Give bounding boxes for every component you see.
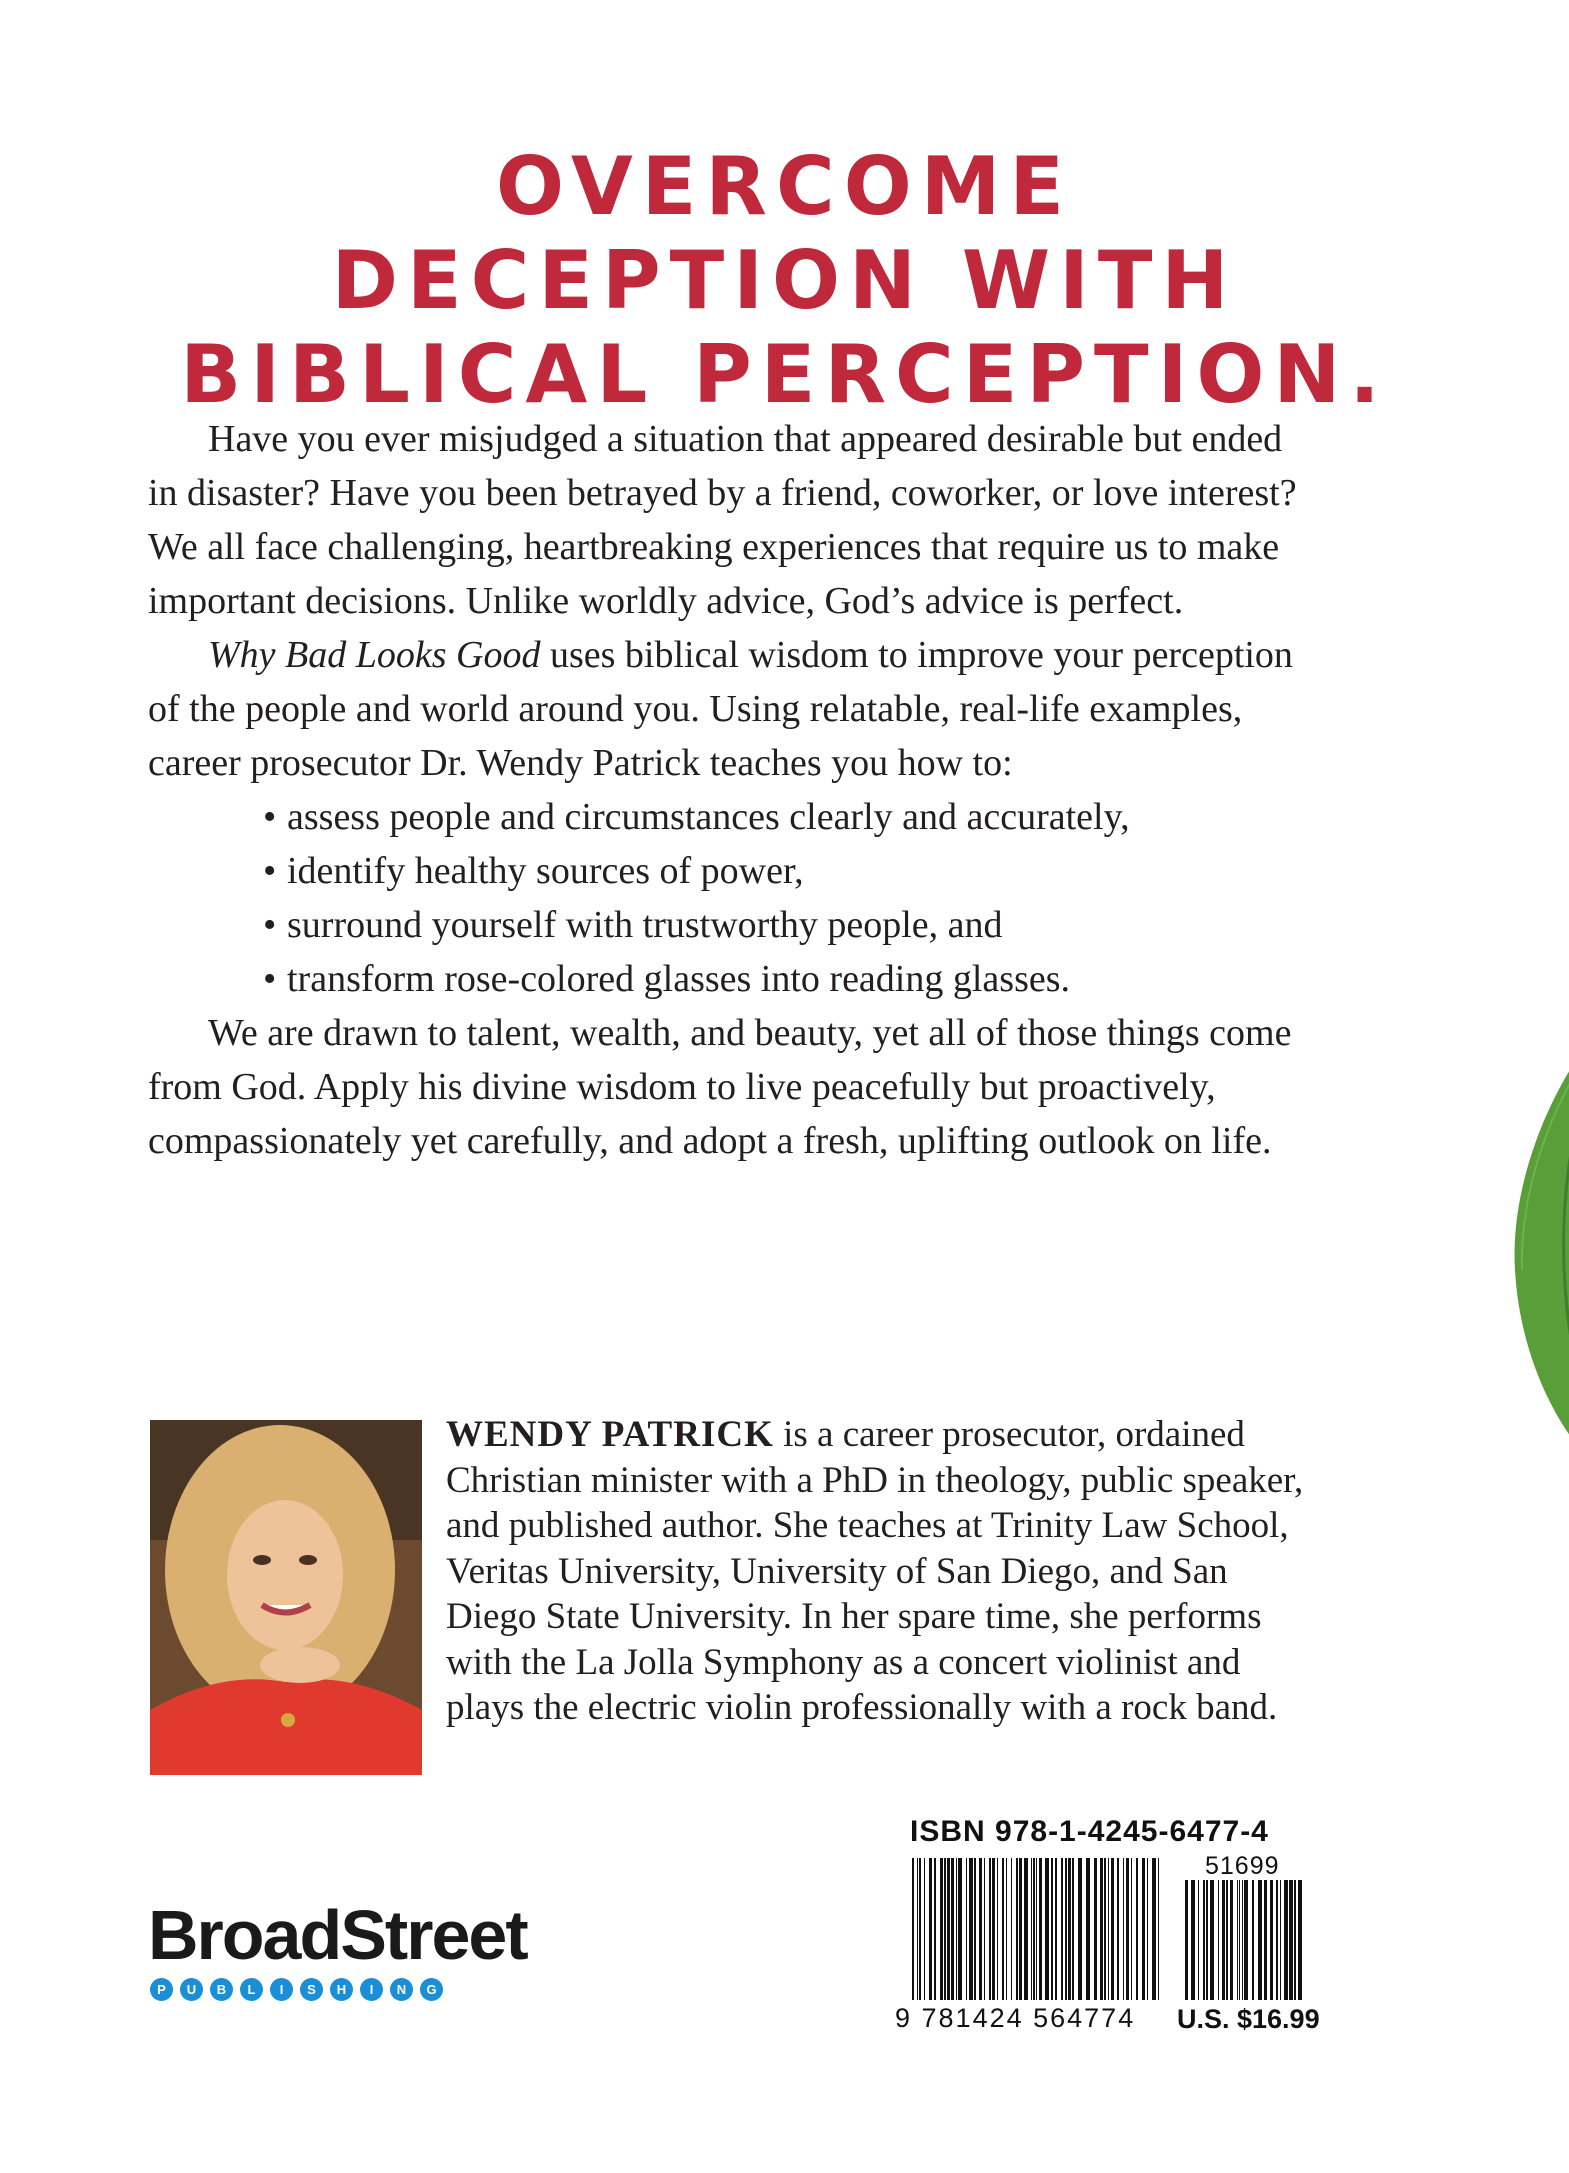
barcode-bar — [1072, 1858, 1074, 2000]
author-bio-text: is a career prosecutor, ordained Christian minister with a PhD in theology, public speaker, and published author. She teaches at Trinity Law School, Veritas University, University of San Diego, and San Diego State University. In her spare time, she performs with the La Jolla Symphony as a concert violinist and plays the electric violin professionally with a rock band. — [446, 1414, 1304, 1728]
barcode-bar — [1011, 1858, 1012, 2000]
barcode — [912, 1858, 1160, 2000]
list-item: • identify healthy sources of power, — [263, 850, 804, 892]
barcode-bar — [1258, 1880, 1262, 2000]
barcode-bar — [1117, 1858, 1119, 2000]
barcode-bar — [1108, 1858, 1109, 2000]
barcode-bar — [1094, 1858, 1097, 2000]
barcode-bar — [1036, 1858, 1037, 2000]
barcode-bar — [1280, 1880, 1281, 2000]
barcode-bar — [1019, 1858, 1022, 2000]
barcode-bar — [974, 1858, 976, 2000]
barcode-bar — [947, 1858, 950, 2000]
barcode-bar — [992, 1858, 995, 2000]
list-item: • transform rose-colored glasses into reading glasses. — [263, 958, 1071, 1000]
barcode-bar — [951, 1858, 954, 2000]
barcode-bar — [1270, 1880, 1273, 2000]
list-item: • assess people and circumstances clearly and accurately, — [263, 796, 1130, 838]
barcode-bar — [1294, 1880, 1296, 2000]
barcode-bar — [1045, 1858, 1049, 2000]
book-paragraph — [148, 628, 1308, 790]
author-bio — [446, 1412, 1326, 1731]
barcode-bar — [1198, 1880, 1199, 2000]
headline-line-1: OVERCOME — [496, 140, 1073, 233]
barcode-bar — [1123, 1858, 1124, 2000]
barcode-bar — [1222, 1880, 1225, 2000]
publisher-name: BroadStreet — [148, 1896, 527, 1974]
barcode-bar — [924, 1858, 925, 2000]
barcode-bar — [958, 1858, 962, 2000]
barcode-bar — [1065, 1858, 1067, 2000]
barcode-bar — [1006, 1858, 1007, 2000]
barcode-bar — [1068, 1858, 1071, 2000]
barcode-bar — [1264, 1880, 1267, 2000]
barcode-bar — [1016, 1858, 1018, 2000]
book-title: Why Bad Looks Good — [208, 634, 541, 676]
price-label: U.S. $16.99 — [1177, 2004, 1320, 2034]
barcode-bar — [966, 1858, 967, 2000]
barcode-addon — [1185, 1880, 1305, 2000]
barcode-bar — [1210, 1880, 1214, 2000]
benefits-list — [148, 790, 1308, 1006]
barcode-bar — [1218, 1880, 1219, 2000]
barcode-bar — [1147, 1858, 1148, 2000]
publisher-logo — [148, 1896, 527, 2001]
barcode-bar — [1131, 1858, 1132, 2000]
barcode-bar — [1061, 1858, 1063, 2000]
barcode-bar — [1051, 1858, 1053, 2000]
barcode-bar — [917, 1858, 918, 2000]
barcode-bar — [1100, 1858, 1103, 2000]
barcode-bar — [1111, 1858, 1114, 2000]
barcode-bar — [989, 1858, 991, 2000]
barcode-bar — [912, 1858, 914, 2000]
barcode-bar — [979, 1858, 982, 2000]
barcode-bar — [956, 1858, 957, 2000]
headline-line-2: DECEPTION WITH — [331, 234, 1238, 327]
barcode-bar — [1033, 1858, 1035, 2000]
list-item: • surround yourself with trustworthy people, and — [263, 904, 1003, 946]
barcode-digits: 9 781424 564774 — [895, 2003, 1136, 2033]
book-paragraph-text: uses biblical wisdom to improve your perception of the people and world around you. Using relatable, real-life examples, career prosecutor Dr. Wendy Patrick teaches you how to: — [148, 634, 1293, 784]
barcode-bar — [1086, 1858, 1090, 2000]
barcode-bar — [984, 1858, 985, 2000]
barcode-bar — [1024, 1858, 1028, 2000]
closing-paragraph: We are drawn to talent, wealth, and beauty, yet all of those things come from God. Apply his divine wisdom to live peacefully but proactively, compassionately yet carefully, and adopt a fresh, uplifting outlook on life. — [148, 1012, 1292, 1162]
barcode-bar — [1203, 1880, 1205, 2000]
barcode-bar — [1191, 1880, 1195, 2000]
barcode-bar — [1152, 1858, 1156, 2000]
barcode-bar — [1276, 1880, 1278, 2000]
barcode-bar — [1226, 1880, 1228, 2000]
barcode-bar — [1185, 1880, 1188, 2000]
barcode-bar — [1239, 1880, 1240, 2000]
barcode-bar — [1055, 1858, 1057, 2000]
barcode-bar — [1289, 1880, 1293, 2000]
barcode-bar — [1104, 1858, 1106, 2000]
barcode-bar — [1039, 1858, 1042, 2000]
barcode-bar — [919, 1858, 921, 2000]
barcode-bar — [1284, 1880, 1288, 2000]
barcode-bar — [1244, 1880, 1248, 2000]
barcode-bar — [1206, 1880, 1208, 2000]
barcode-bar — [969, 1858, 973, 2000]
barcode-bar — [1031, 1858, 1032, 2000]
barcode-bar — [934, 1858, 936, 2000]
headline-line-3: BIBLICAL PERCEPTION. — [180, 328, 1389, 421]
publisher-subtitle: P U B L I S H I N G — [150, 1978, 527, 2001]
leaf-decoration — [1510, 1040, 1569, 1460]
barcode-addon-digits: 51699 — [1205, 1852, 1280, 1880]
isbn-label: ISBN 978-1-4245-6477-4 — [910, 1815, 1269, 1848]
barcode-bar — [1136, 1858, 1138, 2000]
barcode-bar — [1002, 1858, 1004, 2000]
barcode-bar — [944, 1858, 946, 2000]
barcode-bar — [1252, 1880, 1254, 2000]
description — [148, 412, 1308, 1168]
barcode-bar — [940, 1858, 943, 2000]
barcode-bar — [1126, 1858, 1129, 2000]
intro-paragraph: Have you ever misjudged a situation that appeared desirable but ended in disaster? Have you been betrayed by a friend, coworker, or love interest? We all face challenging, heartbreaking experiences that require us to make important decisions. Unlike worldly advice, God’s advice is perfect. — [148, 418, 1297, 622]
barcode-bar — [1230, 1880, 1233, 2000]
barcode-bar — [1298, 1880, 1302, 2000]
barcode-bar — [1158, 1858, 1159, 2000]
barcode-bar — [1078, 1858, 1082, 2000]
author-name: WENDY PATRICK — [446, 1414, 774, 1455]
barcode-bar — [1142, 1858, 1145, 2000]
barcode-bar — [997, 1858, 998, 2000]
headline — [0, 140, 1569, 422]
barcode-bar — [929, 1858, 932, 2000]
barcode-bar — [1237, 1880, 1238, 2000]
barcode-bar — [1242, 1880, 1243, 2000]
author-photo — [150, 1420, 422, 1775]
